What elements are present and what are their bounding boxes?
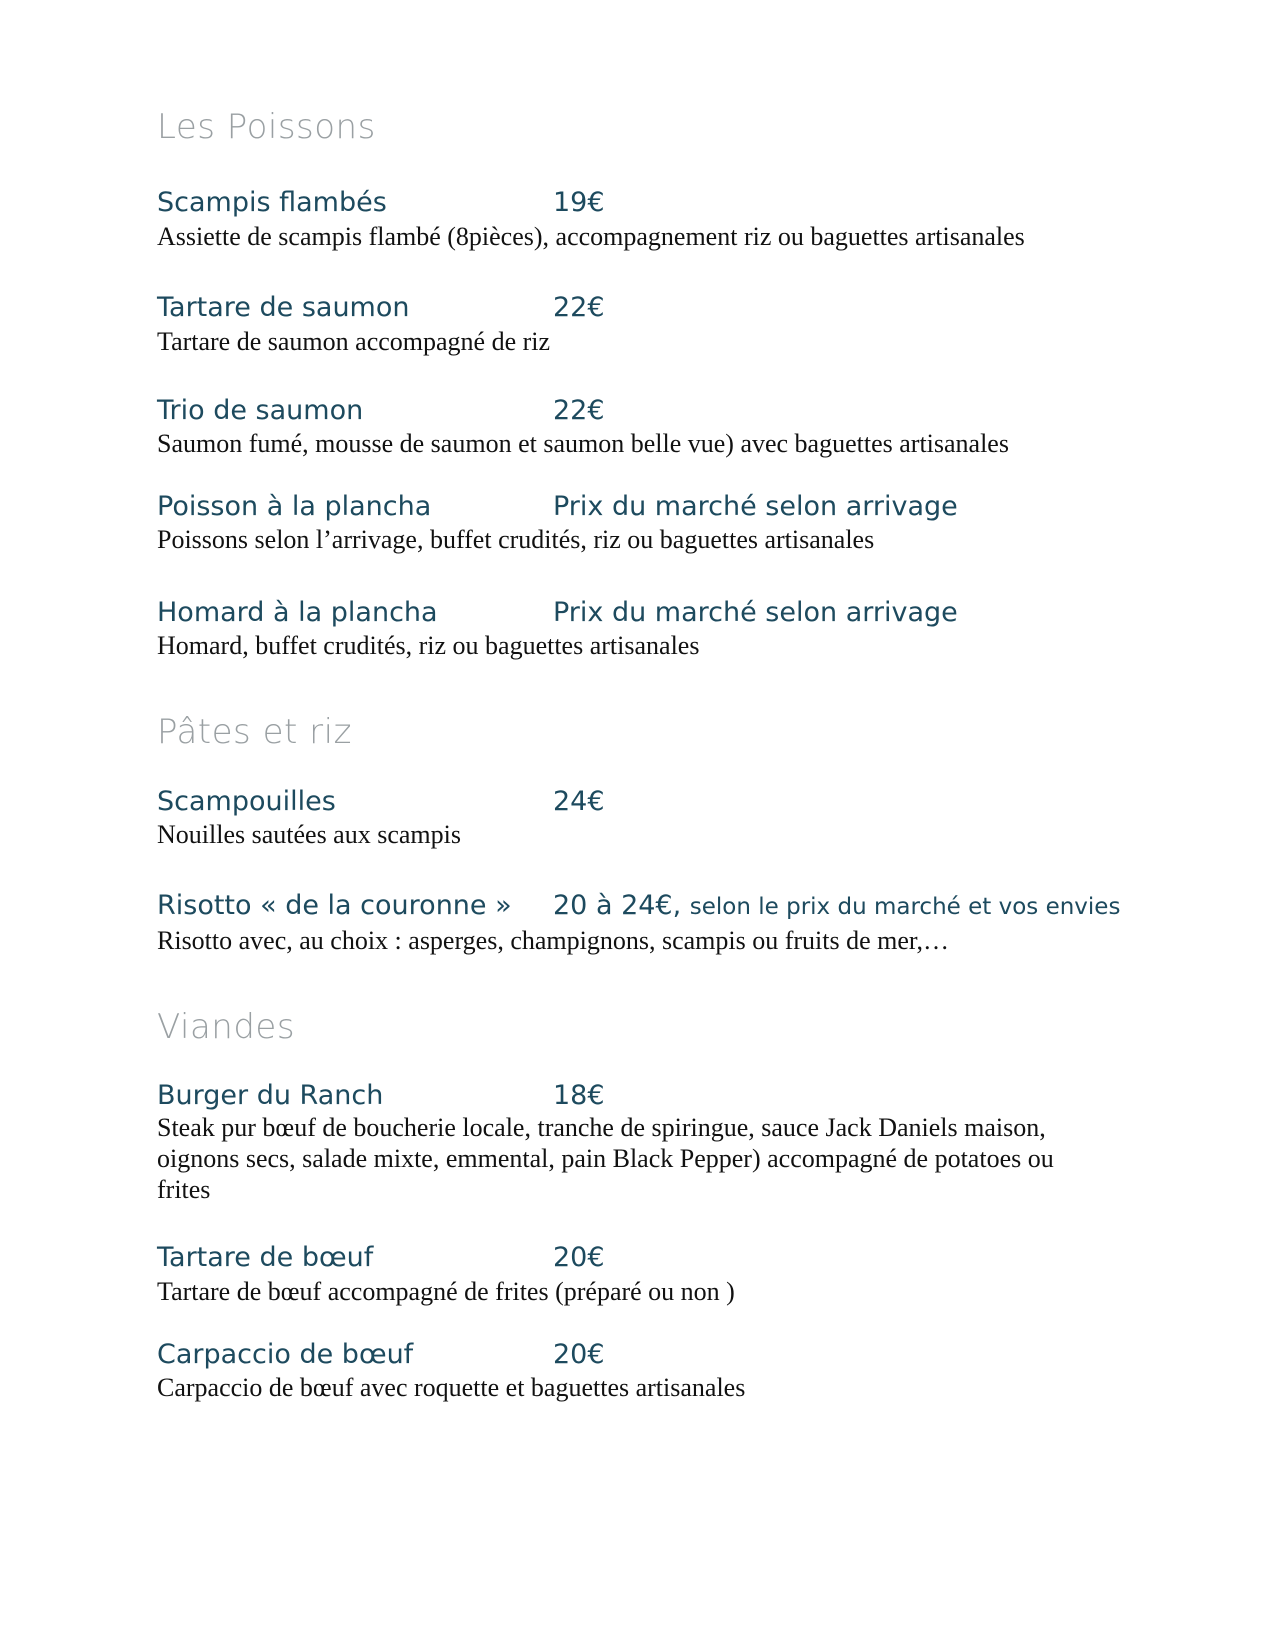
section-title-poissons: Les Poissons	[157, 107, 376, 147]
item-price-risotto-note: selon le prix du marché et vos envies	[689, 894, 1121, 920]
item-price-burger-ranch: 18€	[553, 1080, 605, 1111]
item-price-tartare-boeuf: 20€	[553, 1242, 605, 1273]
item-name-burger-ranch: Burger du Ranch	[157, 1080, 384, 1111]
item-description-scampis-flambes: Assiette de scampis flambé (8pièces), accompagnement riz ou baguettes artisanales	[157, 222, 1025, 251]
item-price-carpaccio-boeuf: 20€	[553, 1339, 605, 1370]
section-title-pates-riz: Pâtes et riz	[157, 712, 352, 752]
item-name-tartare-saumon: Tartare de saumon	[157, 292, 410, 323]
item-name-homard-plancha: Homard à la plancha	[157, 597, 438, 628]
section-title-viandes: Viandes	[157, 1007, 296, 1047]
item-description-risotto: Risotto avec, au choix : asperges, champignons, scampis ou fruits de mer,…	[157, 926, 950, 955]
item-name-poisson-plancha: Poisson à la plancha	[157, 491, 432, 522]
item-description-carpaccio-boeuf: Carpaccio de bœuf avec roquette et baguettes artisanales	[157, 1373, 746, 1402]
item-name-scampis-flambes: Scampis flambés	[157, 187, 387, 218]
item-description-homard-plancha: Homard, buffet crudités, riz ou baguettes artisanales	[157, 631, 700, 660]
item-name-trio-saumon: Trio de saumon	[157, 395, 364, 426]
item-price-risotto	[553, 892, 1120, 919]
item-price-risotto-value: 20 à 24€,	[553, 890, 682, 921]
item-price-scampis-flambes: 19€	[553, 187, 605, 218]
item-price-homard-plancha: Prix du marché selon arrivage	[553, 597, 958, 628]
item-price-poisson-plancha: Prix du marché selon arrivage	[553, 491, 958, 522]
item-description-trio-saumon: Saumon fumé, mousse de saumon et saumon belle vue) avec baguettes artisanales	[157, 429, 1009, 458]
item-name-risotto: Risotto « de la couronne »	[157, 890, 512, 921]
item-description-scampouilles: Nouilles sautées aux scampis	[157, 820, 461, 849]
item-description-tartare-boeuf: Tartare de bœuf accompagné de frites (préparé ou non )	[157, 1277, 735, 1306]
item-description-burger-ranch: Steak pur bœuf de boucherie locale, tranche de spiringue, sauce Jack Daniels maison, oignons secs, salade mixte, emmental, pain Black Pepper) accompagné de potatoes ou frites	[157, 1113, 1054, 1204]
item-name-carpaccio-boeuf: Carpaccio de bœuf	[157, 1339, 414, 1370]
item-price-tartare-saumon: 22€	[553, 292, 605, 323]
item-description-poisson-plancha: Poissons selon l’arrivage, buffet crudités, riz ou baguettes artisanales	[157, 525, 875, 554]
item-name-scampouilles: Scampouilles	[157, 786, 336, 817]
item-price-trio-saumon: 22€	[553, 395, 605, 426]
item-price-scampouilles: 24€	[553, 786, 605, 817]
item-description-tartare-saumon: Tartare de saumon accompagné de riz	[157, 327, 551, 356]
item-name-tartare-boeuf: Tartare de bœuf	[157, 1242, 374, 1273]
